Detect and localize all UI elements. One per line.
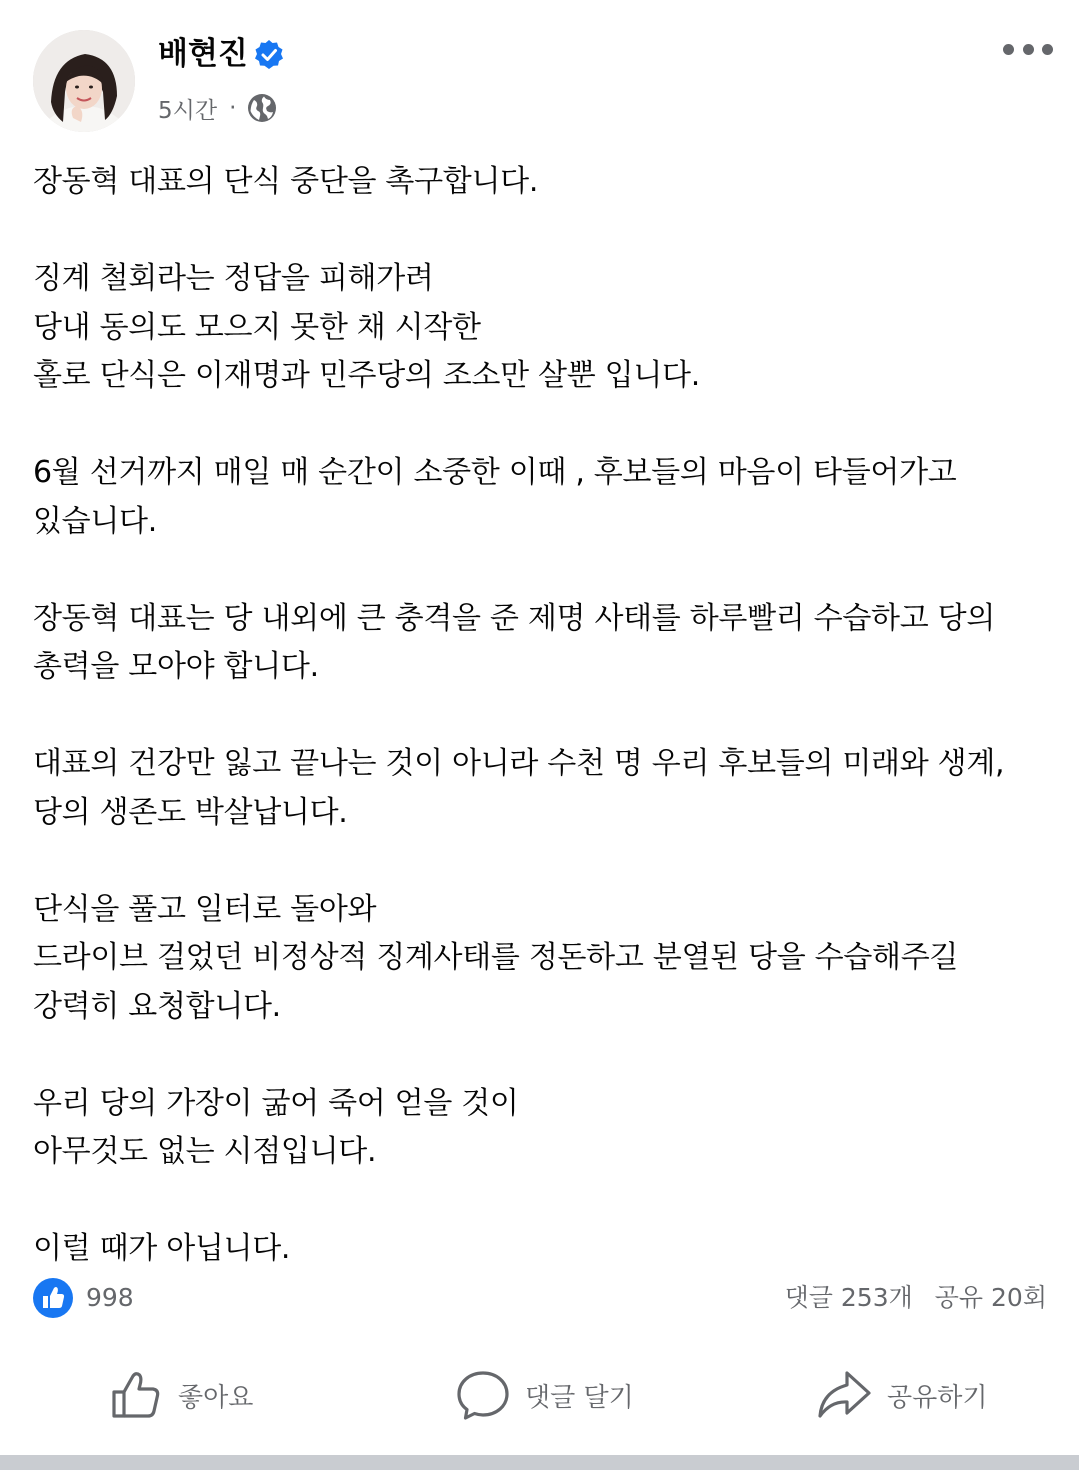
post-line: 단식을 풀고 일터로 돌아와 (33, 891, 377, 927)
post-line: 총력을 모아야 합니다. (33, 649, 319, 684)
meta-separator: · (229, 95, 237, 121)
post-line: 장동혁 대표는 당 내외에 큰 충격을 준 제명 사태를 하루빨리 수습하고 당의 (33, 600, 995, 636)
post-header (0, 0, 1079, 140)
post-paragraph (33, 1080, 1043, 1177)
post-line: 홀로 단식은 이재명과 민주당의 조소만 살뿐 입니다. (33, 358, 700, 393)
post-line: 6월 선거까지 매일 매 순간이 소중한 이때 , 후보들의 마음이 타들어가고 (33, 455, 957, 490)
engagement-counts (785, 1280, 1047, 1316)
post-paragraph (33, 740, 1043, 837)
comment-bubble-icon (455, 1367, 511, 1423)
post-text (33, 158, 1043, 1274)
post-paragraph (33, 255, 1043, 401)
post-line: 징계 철회라는 정답을 피해가려 (33, 261, 434, 296)
post-line: 있습니다. (33, 503, 157, 539)
post-time[interactable]: 5시간 (158, 97, 218, 124)
post-paragraph (33, 595, 1043, 692)
more-dot (1003, 44, 1014, 55)
reaction-count[interactable]: 998 (86, 1283, 134, 1312)
like-button[interactable] (108, 1365, 253, 1425)
feed-divider (0, 1455, 1079, 1470)
post-line: 아무것도 없는 시점입니다. (33, 1134, 377, 1169)
thumbs-up-icon (108, 1367, 164, 1423)
share-count[interactable]: 공유 20회 (934, 1283, 1047, 1312)
more-dot (1042, 44, 1053, 55)
share-label: 공유하기 (887, 1382, 988, 1413)
post-stats (0, 1272, 1079, 1324)
post-paragraph (33, 449, 1043, 546)
post-paragraph (33, 886, 1043, 1032)
verified-badge-icon (252, 38, 286, 72)
more-dot (1023, 44, 1034, 55)
comment-count[interactable]: 댓글 253개 (784, 1283, 913, 1312)
post-paragraph (33, 1225, 1043, 1274)
post-line: 당내 동의도 모으지 못한 채 시작한 (33, 309, 481, 345)
post-line: 우리 당의 가장이 굶어 죽어 얻을 것이 (33, 1085, 519, 1121)
avatar-photo (33, 30, 135, 132)
post-line: 이럴 때가 아닙니다. (33, 1231, 291, 1266)
globe-icon (246, 92, 278, 124)
post-paragraph (33, 158, 1043, 207)
share-arrow-icon (815, 1367, 873, 1423)
post-meta (158, 90, 278, 126)
more-options-icon[interactable] (1003, 36, 1053, 62)
post-line: 대표의 건강만 잃고 끝나는 것이 아니라 수천 명 우리 후보들의 미래와 생계, (33, 746, 1005, 781)
post-line: 장동혁 대표의 단식 중단을 촉구합니다. (33, 164, 539, 199)
post-line: 드라이브 걸었던 비정상적 징계사태를 정돈하고 분열된 당을 수습해주길 (33, 940, 959, 975)
like-reaction-icon[interactable] (32, 1277, 74, 1319)
post-line: 당의 생존도 박살납니다. (33, 794, 348, 830)
post-line: 강력히 요청합니다. (33, 988, 281, 1024)
comment-button[interactable] (455, 1365, 634, 1425)
like-label: 좋아요 (178, 1382, 254, 1413)
post-actions (0, 1345, 1079, 1455)
author-avatar[interactable] (33, 30, 135, 132)
author-name[interactable]: 배현진 (158, 36, 248, 72)
share-button[interactable] (815, 1365, 987, 1425)
comment-label: 댓글 달기 (525, 1382, 634, 1413)
